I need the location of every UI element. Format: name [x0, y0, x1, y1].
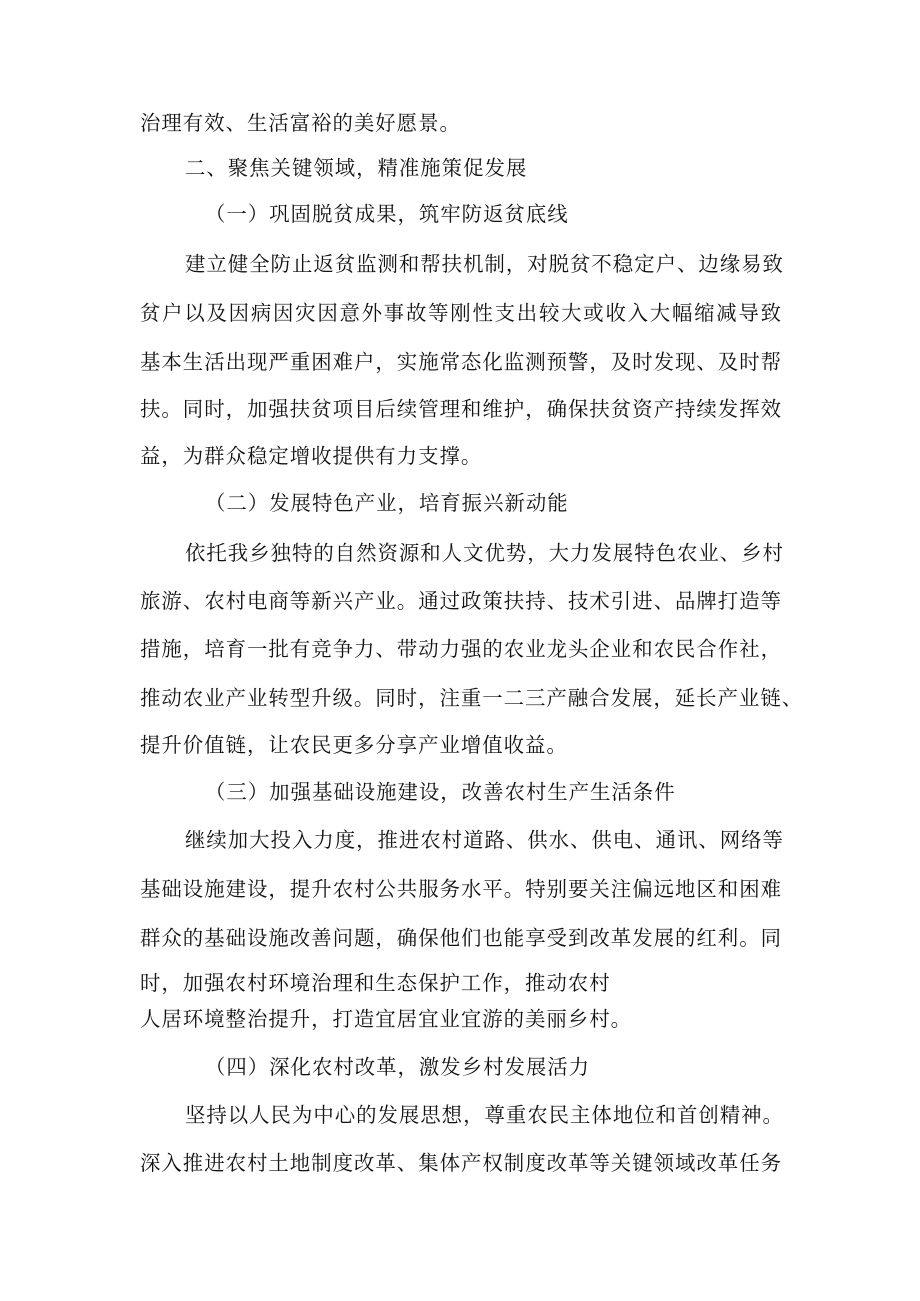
paragraph-line: 深入推进农村土地制度改革、集体产权制度改革等关键领域改革任务 [140, 1151, 782, 1175]
subsection-heading: （三）加强基础设施建设，改善农村生产生活条件 [205, 780, 676, 804]
paragraph-line: 贫户以及因病因灾因意外事故等刚性支出较大或收入大幅缩减导致 [140, 301, 782, 325]
section-heading: 二、聚焦关键领域，精准施策促发展 [185, 156, 528, 180]
subsection-heading: （二）发展特色产业，培育振兴新动能 [205, 491, 569, 515]
paragraph-line: 时，加强农村环境治理和生态保护工作，推动农村 [140, 971, 611, 995]
paragraph-line: 治理有效、生活富裕的美好愿景。 [140, 111, 461, 135]
paragraph-line: 提升价值链，让农民更多分享产业增值收益。 [140, 733, 568, 757]
paragraph-line: 推动农业产业转型升级。同时，注重一二三产融合发展，延长产业链、 [140, 686, 804, 710]
paragraph-line: 基础设施建设，提升农村公共服务水平。特别要关注偏远地区和困难 [140, 877, 782, 901]
paragraph-line: 继续加大投入力度，推进农村道路、供水、供电、通讯、网络等 [185, 828, 784, 852]
paragraph-line: 坚持以人民为中心的发展思想，尊重农民主体地位和首创精神。 [185, 1103, 784, 1127]
paragraph-line: 建立健全防止返贫监测和帮扶机制，对脱贫不稳定户、边缘易致 [185, 252, 784, 276]
paragraph-line: 依托我乡独特的自然资源和人文优势，大力发展特色农业、乡村 [185, 541, 784, 565]
paragraph-line: 旅游、农村电商等新兴产业。通过政策扶持、技术引进、品牌打造等 [140, 589, 782, 613]
subsection-heading: （一）巩固脱贫成果，筑牢防返贫底线 [205, 202, 569, 226]
paragraph-line: 基本生活出现严重困难户，实施常态化监测预警，及时发现、及时帮 [140, 350, 782, 374]
paragraph-line: 措施，培育一批有竞争力、带动力强的农业龙头企业和农民合作社， [140, 637, 782, 661]
subsection-heading: （四）深化农村改革，激发乡村发展活力 [205, 1055, 591, 1079]
paragraph-line: 益，为群众稳定增收提供有力支撑。 [140, 444, 483, 468]
paragraph-line: 人居环境整治提升，打造宜居宜业宜游的美丽乡村。 [140, 1007, 632, 1031]
paragraph-line: 群众的基础设施改善问题，确保他们也能享受到改革发展的红利。同 [140, 926, 782, 950]
paragraph-line: 扶。同时，加强扶贫项目后续管理和维护，确保扶贫资产持续发挥效 [140, 397, 782, 421]
